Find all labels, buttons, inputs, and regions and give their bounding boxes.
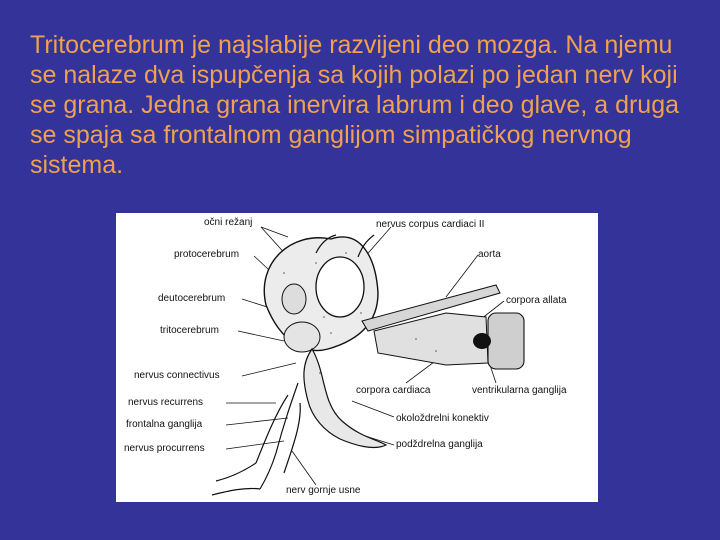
slide-paragraph: Tritocerebrum je najslabije razvijeni deo mozga. Na njemu se nalaze dva ispupčenja sa kojih polazi po jedan nerv koji se grana. Jedna grana inervira labrum i deo glave, a druga se spaja sa frontalnom ganglijom simpatičkog nervnog sistema. (30, 31, 680, 179)
label-ventrikularna-ganglija: ventrikularna ganglija (472, 385, 567, 396)
label-nervus-recurrens: nervus recurrens (128, 397, 204, 408)
label-tritocerebrum: tritocerebrum (160, 325, 219, 336)
label-nervus-procurrens: nervus procurrens (124, 443, 205, 454)
label-frontalna-ganglija: frontalna ganglija (126, 419, 203, 430)
label-protocerebrum: protocerebrum (174, 249, 240, 260)
label-okolozdrelni-konektiv: okoloždrelni konektiv (396, 413, 489, 424)
label-nervus-corpus-cardiaci: nervus corpus cardiaci II (376, 219, 485, 230)
label-aorta: aorta (478, 249, 501, 260)
label-deutocerebrum: deutocerebrum (158, 293, 226, 304)
label-corpora-allata: corpora allata (506, 295, 567, 306)
label-nervus-connectivus: nervus connectivus (134, 370, 220, 381)
label-podzdrelna-ganglija: podždrelna ganglija (396, 439, 483, 450)
label-corpora-cardiaca: corpora cardiaca (356, 385, 431, 396)
label-ocni-rezanj: očni režanj (204, 217, 253, 228)
insect-brain-diagram (116, 213, 598, 502)
label-nerv-gornje-usne: nerv gornje usne (286, 485, 361, 496)
